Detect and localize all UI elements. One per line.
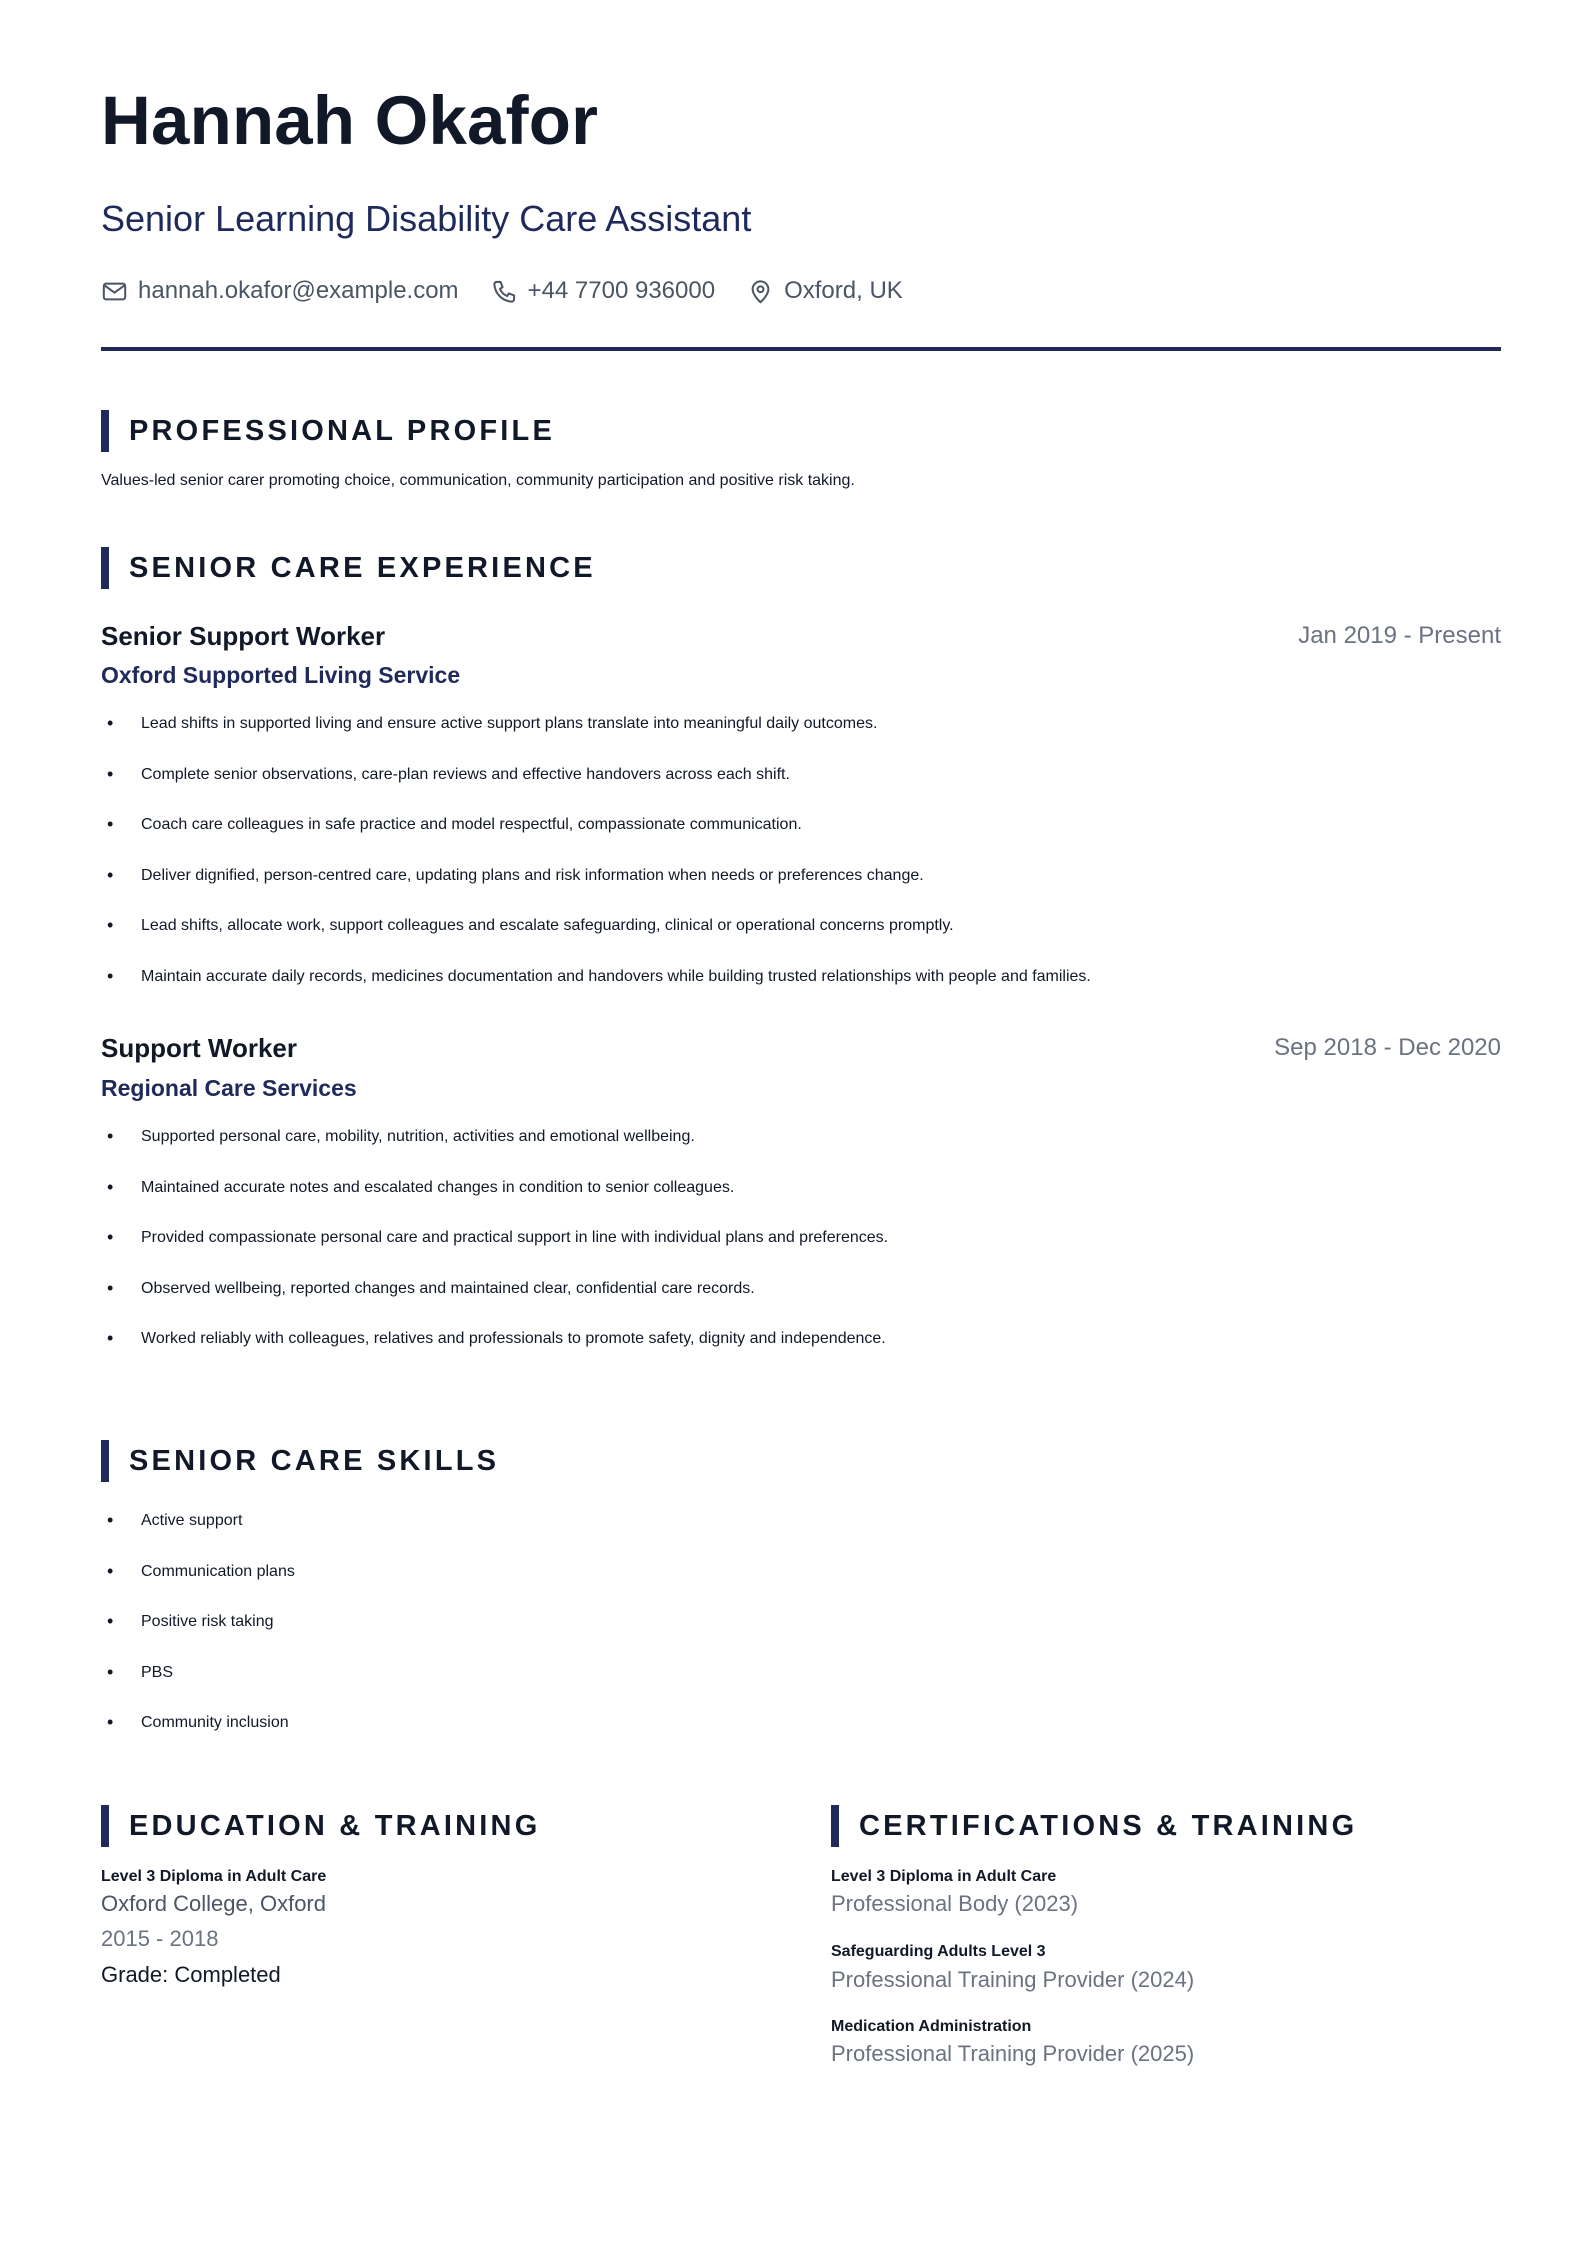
list-item: • Provided compassionate personal care and practical support in line with individual plans and preferences. <box>101 1227 1501 1278</box>
certification-name: Safeguarding Adults Level 3 <box>831 1943 1046 1960</box>
job-bullets <box>101 1126 1501 1379</box>
list-item: • Observed wellbeing, reported changes and maintained clear, confidential care records. <box>101 1278 1501 1329</box>
header-divider <box>101 347 1501 351</box>
section-accent-bar <box>101 547 109 589</box>
section-accent-bar <box>101 1440 109 1482</box>
list-item: • Maintain accurate daily records, medicines documentation and handovers while building trusted relationships with people and families. <box>101 966 1501 1017</box>
certification-issuer: Professional Body (2023) <box>831 1891 1079 1916</box>
section-accent-bar <box>101 1805 109 1847</box>
skill-item: • PBS <box>101 1662 801 1713</box>
section-title: EDUCATION & TRAINING <box>129 1809 541 1842</box>
job-dates: Jan 2019 - Present <box>1298 622 1501 649</box>
list-item: • Lead shifts, allocate work, support colleagues and escalate safeguarding, clinical or operational concerns promptly. <box>101 915 1501 966</box>
location-text: Oxford, UK <box>784 277 903 304</box>
phone-text: +44 7700 936000 <box>527 277 716 304</box>
location-pin-icon <box>747 278 774 305</box>
profile-section-heading <box>101 410 555 452</box>
section-title: PROFESSIONAL PROFILE <box>129 414 556 447</box>
phone-icon <box>491 278 518 305</box>
job-company: Regional Care Services <box>101 1075 357 1101</box>
skill-item: • Communication plans <box>101 1561 801 1612</box>
certifications-section-heading <box>831 1805 1357 1847</box>
section-title: SENIOR CARE SKILLS <box>129 1444 500 1477</box>
list-item: • Lead shifts in supported living and ensure active support plans translate into meaningful daily outcomes. <box>101 713 1501 764</box>
education-section-heading <box>101 1805 540 1847</box>
resume-content <box>101 82 1501 2066</box>
job-title: Senior Support Worker <box>101 621 386 651</box>
education-name: Level 3 Diploma in Adult Care <box>101 1868 327 1885</box>
list-item: • Supported personal care, mobility, nutrition, activities and emotional wellbeing. <box>101 1126 1501 1177</box>
skills-list <box>101 1510 801 1763</box>
list-item: • Deliver dignified, person-centred care, updating plans and risk information when needs or preferences change. <box>101 865 1501 916</box>
list-item: • Coach care colleagues in safe practice and model respectful, compassionate communication. <box>101 814 1501 865</box>
contact-location <box>747 277 903 305</box>
list-item: • Maintained accurate notes and escalated changes in condition to senior colleagues. <box>101 1177 1501 1228</box>
profile-text: Values-led senior carer promoting choice, communication, community participation and positive risk taking. <box>101 472 855 489</box>
skill-item: • Active support <box>101 1510 801 1561</box>
job-dates: Sep 2018 - Dec 2020 <box>1274 1034 1501 1061</box>
education-school: Oxford College, Oxford <box>101 1891 326 1916</box>
skill-item: • Community inclusion <box>101 1712 801 1763</box>
job-title: Support Worker <box>101 1033 297 1063</box>
list-item: • Complete senior observations, care-plan reviews and effective handovers across each shift. <box>101 764 1501 815</box>
candidate-title: Senior Learning Disability Care Assistant <box>101 198 752 239</box>
section-title: CERTIFICATIONS & TRAINING <box>859 1809 1358 1842</box>
mail-icon <box>101 278 128 305</box>
contact-row <box>101 275 1501 307</box>
email-text: hannah.okafor@example.com <box>138 277 459 304</box>
resume-header <box>101 82 1501 351</box>
job-company: Oxford Supported Living Service <box>101 662 461 688</box>
certification-issuer: Professional Training Provider (2024) <box>831 1967 1195 1992</box>
experience-section-heading <box>101 547 596 589</box>
candidate-name: Hannah Okafor <box>101 82 599 159</box>
section-title: SENIOR CARE EXPERIENCE <box>129 551 596 584</box>
section-accent-bar <box>831 1805 839 1847</box>
certification-issuer: Professional Training Provider (2025) <box>831 2041 1195 2066</box>
skills-section-heading <box>101 1440 499 1482</box>
job-bullets <box>101 713 1501 1016</box>
contact-email[interactable] <box>101 277 459 305</box>
list-item: • Worked reliably with colleagues, relatives and professionals to promote safety, dignity and independence. <box>101 1328 1501 1379</box>
certification-name: Medication Administration <box>831 2018 1032 2035</box>
education-dates: 2015 - 2018 <box>101 1926 219 1951</box>
skill-item: • Positive risk taking <box>101 1611 801 1662</box>
education-grade: Grade: Completed <box>101 1962 281 1987</box>
contact-phone[interactable] <box>491 277 716 305</box>
certification-name: Level 3 Diploma in Adult Care <box>831 1868 1057 1885</box>
section-accent-bar <box>101 410 109 452</box>
